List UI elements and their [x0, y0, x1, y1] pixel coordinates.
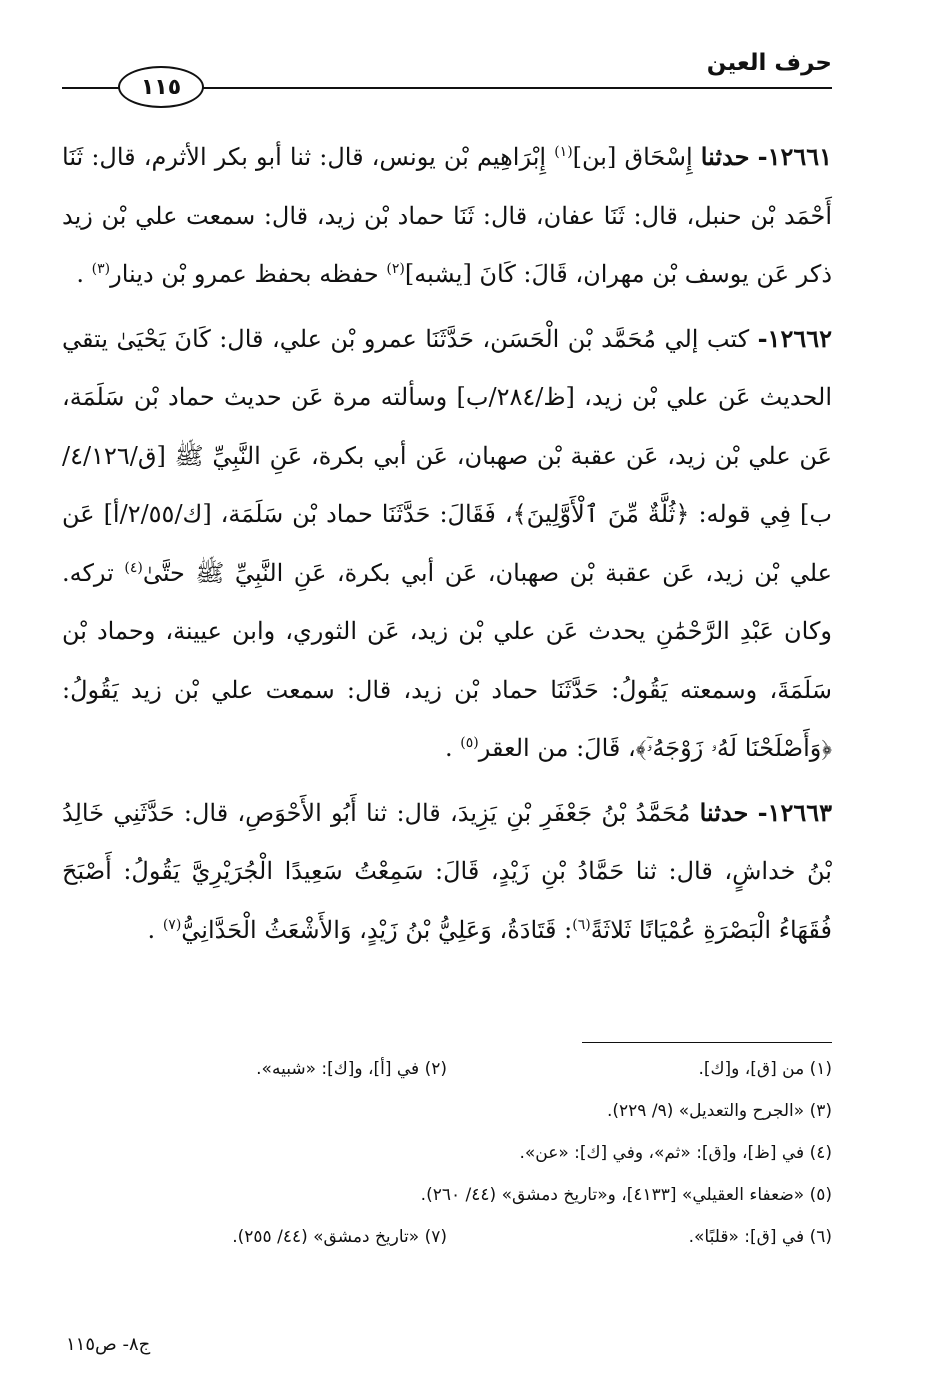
chapter-title: حرف العين	[706, 50, 832, 76]
entry-number: ١٢٦٦٣-	[757, 797, 833, 827]
volume-page-reference: ج٨- ص١١٥	[66, 1334, 151, 1355]
entry-number: ١٢٦٦١-	[757, 142, 833, 171]
footnote-marker: (٧)	[162, 916, 182, 933]
footnote-1: (١) من [ق]، و[ك].	[698, 1059, 832, 1079]
entry-text: مُحَمَّدُ بْنُ جَعْفَرِ بْنِ يَزِيدَ، قال: ثنا أَبُو الأَحْوَصِ، قال: حَدَّثَنِي خَالِدُ بْنُ خداشٍ، قال: ثنا حَمَّادُ بْنِ زَيْدٍ، قَالَ: سَمِعْتُ سَعِيدًا الْجُرَيْرِيَّ يَقُولُ: أَصْبَحَ فُقَهَاءُ الْبَصْرَةِ عُمْيَانًا ثَلاثَةً	[62, 798, 832, 944]
hadith-entry-12661	[62, 128, 832, 304]
entry-text: تركه. وكان عَبْدِ الرَّحْمَٰنِ يحدث عَن علي بْن زيد، عَن الثوري، وابن عيينة، وحماد بْن سَلَمَةَ، وسمعته يَقُولُ: حَدَّثَنَا حماد بْن زيد، قال: سمعت علي بْن زيد يَقُولُ: ﴿وَأَصْلَحْنَا لَهُۥ زَوْجَهُۥٓ﴾، قَالَ: من العقر	[62, 558, 832, 762]
page-number-oval	[118, 66, 204, 108]
footnote-5: (٥) «ضعفاء العقيلي» [٤١٣٣]، و«تاريخ دمشق» (٤٤/ ٢٦٠).	[420, 1185, 832, 1205]
entry-lead-word: حدثنا	[700, 142, 750, 171]
footnote-row	[62, 1048, 832, 1090]
footnote-2: (٢) في [أ]، و[ك]: «شبيه».	[256, 1059, 447, 1079]
entry-text: كتب إلي مُحَمَّد بْن الْحَسَن، حَدَّثَنَا عمرو بْن علي، قال: كَانَ يَحْيَىٰ يتقي الحديث عَن علي بْن زيد، [ظ/٢٨٤/ب] وسألته مرة عَن حديث حماد بْن سَلَمَة، عَن علي بْن زيد، عَن عقبة بْن صهبان، عَن أبي بكرة، عَنِ النَّبِيِّ ﷺ [ق/٤/١٢٦/ب] فِي قوله: ﴿ثُلَّةٌ مِّنَ ٱلْأَوَّلِينَ﴾، فَقَالَ: حَدَّثَنَا حماد بْن سَلَمَة، [ك/٢/٥٥/أ] عَن علي بْن زيد، عَن عقبة بْن صهبان، عَن أبي بكرة، عَنِ النَّبِيِّ ﷺ حتَّىٰ	[62, 324, 832, 587]
entry-text: .	[445, 734, 453, 762]
footnote-marker: (١)	[554, 144, 573, 160]
footnote-3: (٣) «الجرح والتعديل» (٩/ ٢٢٩).	[607, 1101, 832, 1121]
entry-number: ١٢٦٦٢-	[757, 323, 832, 353]
entry-text: : قَتَادَةُ، وَعَلِيُّ بْنُ زَيْدٍ، وَالأَشْعَثُ الْحَدَّانِيُّ	[181, 915, 573, 944]
entry-text: .	[76, 260, 85, 288]
footnote-row	[62, 1216, 832, 1258]
entry-text: .	[147, 915, 156, 944]
hadith-entry-12663	[62, 784, 832, 960]
entry-text: إِبْرَاهِيم بْن يونس، قال: ثنا أبو بكر الأثرم، قال: ثَنَا أَحْمَد بْن حنبل، قال: ثَنَا عفان، قال: ثَنَا حماد بْن زيد، قال: سمعت علي بْن زيد ذكر عَن يوسف بْن مهران، قَالَ: كَانَ [يشبه]	[62, 143, 832, 288]
hadith-entry-12662	[62, 310, 832, 778]
footnote-7: (٧) «تاريخ دمشق» (٤٤/ ٢٥٥).	[232, 1227, 447, 1247]
footnote-marker: (٤)	[124, 559, 143, 576]
footnotes	[62, 1048, 832, 1258]
footnote-marker: (٢)	[386, 261, 405, 277]
footnote-4: (٤) في [ظ]، و[ق]: «ثم»، وفي [ك]: «عن».	[519, 1143, 832, 1163]
entry-text: حفظه بحفظ عمرو بْن دينار	[110, 260, 379, 288]
page-number: ١١٥	[140, 74, 182, 100]
entry-lead-word: حدثنا	[699, 797, 749, 827]
footnote-rule	[582, 1042, 832, 1043]
main-text	[62, 128, 832, 959]
footnote-marker: (٦)	[572, 916, 591, 933]
footnote-6: (٦) في [ق]: «قلبًا».	[688, 1227, 832, 1247]
footnote-marker: (٥)	[460, 735, 479, 751]
footnote-marker: (٣)	[91, 261, 111, 277]
entry-text: إِسْحَاق [بن]	[572, 143, 693, 171]
